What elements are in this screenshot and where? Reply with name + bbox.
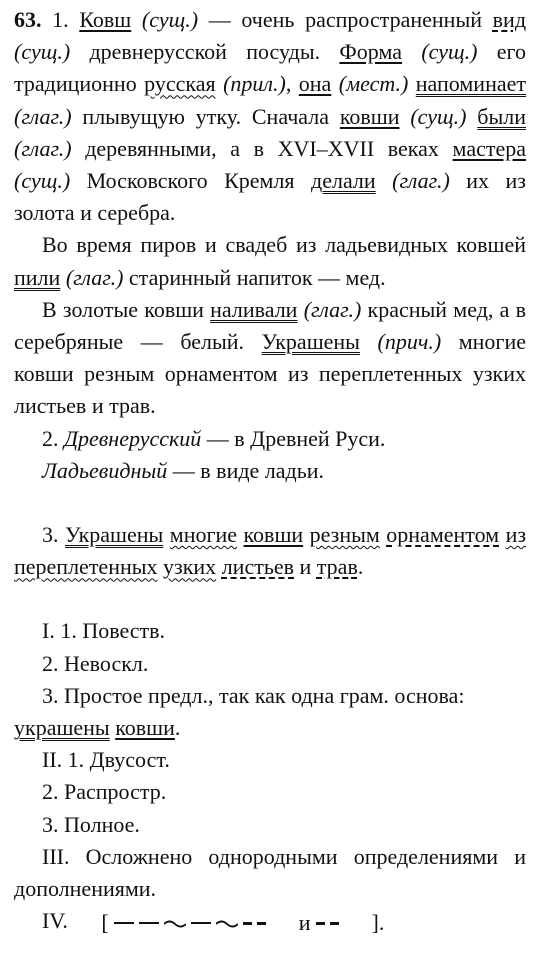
paragraph-1: 63. 1. Ковш (сущ.) — очень распространенный вид (сущ.) древнерусской посуды. Форма (сущ.) его традиционно русская (прил.), она (мест.) напоминает (глаг.) плывущую утку. Сначала ковши (сущ.) были (глаг.) деревянными, а в XVI–XVII веках мастера (сущ.) Московского Кремля делали (глаг.) их из золота и серебра. <box>14 7 527 226</box>
word-napominaet: напоминает <box>415 71 526 97</box>
scheme-object-mark-2 <box>257 922 266 925</box>
object-3: трав <box>316 554 358 580</box>
analysis-line-4: украшены ковши. <box>14 715 181 741</box>
analysis-line-6: 2. Распростр. <box>42 779 167 805</box>
scheme-object-mark-3 <box>316 922 325 925</box>
word-ona: она <box>298 71 332 97</box>
grammar-predicate: украшены <box>14 715 110 741</box>
grammar-subject: ковши <box>115 715 175 741</box>
word-russkaya: русская <box>144 71 216 97</box>
word-nalivali: наливали <box>210 296 298 322</box>
analysis-line-7: 3. Полное. <box>42 811 140 837</box>
word-vid: вид <box>492 7 527 32</box>
attribute-4: узких <box>163 554 217 580</box>
object-2: листьев <box>221 554 295 580</box>
word-kovsh: Ковш <box>79 7 132 32</box>
word-byli: были <box>477 103 527 129</box>
spacer <box>14 487 526 519</box>
paragraph-3: В золотые ковши наливали (глаг.) красный мед, а в серебряные — белый. Украшены (прич.) многие ковши резным орнаментом из переплетенных узких листьев и трав. <box>14 296 526 419</box>
spacer <box>14 583 526 615</box>
analysis-line-3: 3. Простое предл., так как одна грам. основа: <box>42 682 465 708</box>
word-forma: Форма <box>339 39 402 65</box>
definition-2: Ладьевидный — в виде ладьи. <box>42 457 325 483</box>
word-mastera: мастера <box>452 135 526 161</box>
scheme-wavy-mark-1 <box>164 918 186 928</box>
scheme-wavy-mark-2 <box>216 918 238 928</box>
scheme-object-mark-4 <box>330 922 339 925</box>
word-kovshi: ковши <box>339 103 400 129</box>
attribute-1: многие <box>169 522 238 548</box>
analysis-line-9: IV. [ и ]. <box>14 905 526 939</box>
analysis-line-2: 2. Невоскл. <box>42 650 149 676</box>
subject: ковши <box>243 522 304 548</box>
word-pili: пили <box>14 264 61 290</box>
paragraph-2: Во время пиров и свадеб из ладьевидных ковшей пили (глаг.) старинный напиток — мед. <box>14 232 526 290</box>
analysis-line-5: II. 1. Двусост. <box>42 747 170 773</box>
sentence-scheme: [ и ]. <box>101 910 385 936</box>
word-ukrasheny: Украшены <box>261 329 360 355</box>
analysis-line-1: I. 1. Повеств. <box>42 618 166 644</box>
parsed-sentence: 3. Украшены многие ковши резным орнаментом из переплетенных узких листьев и трав. <box>14 522 527 580</box>
word-delali: делали <box>311 168 376 194</box>
predicate: Украшены <box>64 522 164 548</box>
analysis-line-8: III. Осложнено однородными определениями и дополнениями. <box>14 843 526 902</box>
scheme-object-mark-1 <box>243 922 252 925</box>
scheme-predicate-mark <box>114 922 134 924</box>
exercise-number: 63. <box>14 7 42 32</box>
scheme-predicate-mark-2 <box>139 922 159 924</box>
term-drevnerusskiy: Древнерусский <box>64 425 202 451</box>
term-ladevidny: Ладьевидный <box>42 457 168 483</box>
attribute-3: из переплетенных <box>14 522 527 580</box>
scheme-subject-mark <box>191 922 211 924</box>
object-1: орнаментом <box>386 522 500 548</box>
definition-1: 2. Древнерусский — в Древней Руси. <box>42 425 386 451</box>
attribute-2: резным <box>309 522 380 548</box>
